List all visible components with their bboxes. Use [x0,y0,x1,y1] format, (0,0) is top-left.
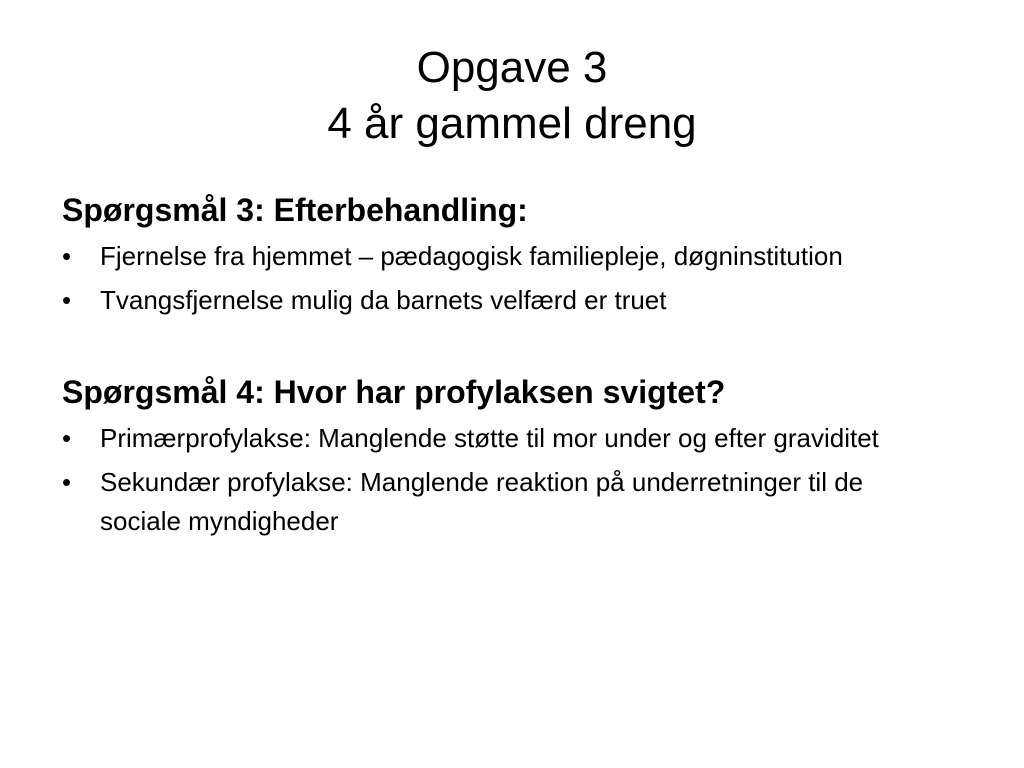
bullet-text: Fjernelse fra hjemmet – pædagogisk familiepleje, døgninstitution [100,241,843,271]
bullet-icon: • [62,285,72,315]
bullet-item [62,281,942,320]
bullet-text: Primærprofylakse: Manglende støtte til mor under og efter graviditet [100,423,879,453]
section-heading: Spørgsmål 4: Hvor har profylaksen svigtet? [62,374,726,410]
section-question-4 [62,370,942,541]
bullet-text: Tvangsfjernelse mulig da barnets velfærd er truet [100,285,667,315]
bullet-icon: • [62,423,72,453]
bullet-icon: • [62,241,72,271]
slide-body [62,188,942,541]
title-line-2: 4 år gammel dreng [327,99,697,148]
bullet-list [62,237,942,320]
bullet-list [62,419,942,541]
bullet-icon: • [62,467,72,497]
title-line-1: Opgave 3 [416,43,608,92]
slide-title [0,40,1024,152]
section-heading: Spørgsmål 3: Efterbehandling: [62,192,528,228]
bullet-text: Sekundær profylakse: Manglende reaktion på underretninger til de sociale myndigheder [100,467,864,536]
bullet-item [62,419,942,458]
section-question-3 [62,188,942,320]
bullet-item [62,237,942,276]
bullet-item [62,463,942,541]
